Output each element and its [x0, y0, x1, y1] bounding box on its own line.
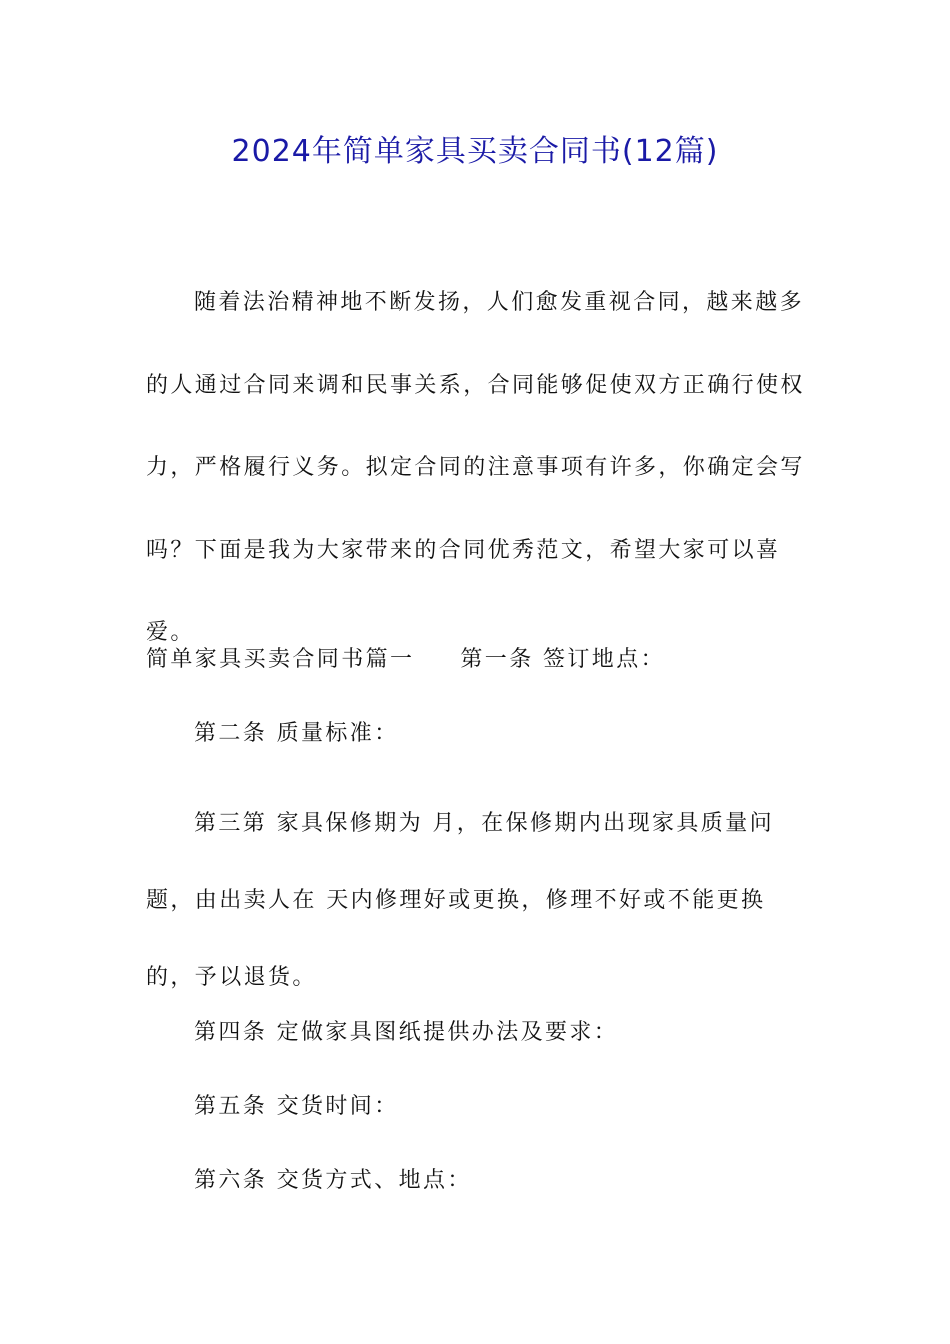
document-title: 2024年简单家具买卖合同书(12篇): [231, 134, 719, 169]
article-6: 第六条 交货方式、地点：: [194, 1168, 472, 1193]
section-line: [146, 638, 826, 682]
intro-paragraph: 随着法治精神地不断发扬，人们愈发重视合同，越来越多的人通过合同来调和民事关系，合同能够促使双方正确行使权力，严格履行义务。拟定合同的注意事项有许多，你确定会写吗？下面是我为大家带来的合同优秀范文，希望大家可以喜爱。: [146, 290, 805, 645]
section-heading: 简单家具买卖合同书篇一: [146, 647, 415, 672]
article-3: 第三第 家具保修期为 月，在保修期内出现家具质量问题，由出卖人在 天内修理好或更换，修理不好或不能更换的，予以退货。: [146, 811, 774, 990]
article-2: 第二条 质量标准：: [194, 721, 399, 746]
article-4: 第四条 定做家具图纸提供办法及要求：: [194, 1020, 619, 1045]
article-1: 第一条 签订地点：: [460, 647, 665, 672]
article-5: 第五条 交货时间：: [194, 1094, 399, 1119]
